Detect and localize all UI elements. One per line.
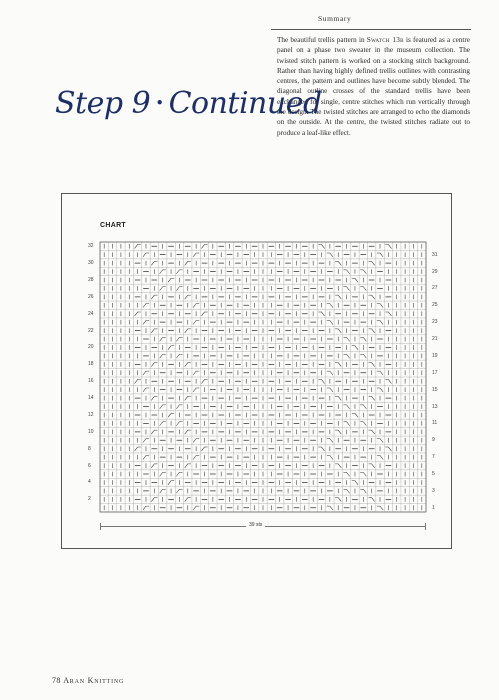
row-number-right: 17 [432, 369, 438, 376]
stitch-count-label: 39 sts [246, 522, 265, 528]
book-title: Aran Knitting [63, 676, 125, 685]
row-number-left: 4 [88, 479, 91, 486]
row-number-right: 29 [432, 268, 438, 275]
row-number-right: 11 [432, 420, 438, 427]
row-number-left: 28 [88, 276, 94, 283]
row-number-right: 21 [432, 336, 438, 343]
row-number-left: 22 [88, 327, 94, 334]
diamond-icon: • [155, 94, 164, 112]
row-number-right: 25 [432, 302, 438, 309]
row-number-right: 7 [432, 454, 435, 461]
row-number-right: 1 [432, 504, 435, 511]
row-number-right: 27 [432, 285, 438, 292]
row-number-left: 10 [88, 428, 94, 435]
row-number-left: 20 [88, 344, 94, 351]
row-number-left: 14 [88, 395, 94, 402]
row-number-right: 19 [432, 352, 438, 359]
row-number-left: 30 [88, 260, 94, 267]
summary-body: is featured as a centre panel on a phase two sweater in the museum collection. The twisted stitch pattern is worked on a stocking stitch background. Rather than having highly defined trellis outlines with contrasting centres, the pattern and outlines have become subtly blended. The diagonal outline crosses of the standard trellis have been exchanged for single, centre stitches which run vertically through the design. The twisted stitches are arranged to echo the diamonds on the outside. At the centre, the twisted stitches radiate out to produce a leaf-like effect. [277, 36, 470, 137]
row-number-right: 31 [432, 251, 438, 258]
page-number: 78 [52, 676, 61, 685]
row-number-right: 5 [432, 471, 435, 478]
row-number-left: 2 [88, 496, 91, 503]
title-step: Step 9 [55, 86, 151, 121]
width-tick-right [425, 523, 426, 530]
row-number-left: 8 [88, 445, 91, 452]
row-number-left: 12 [88, 411, 94, 418]
summary-lead: The beautiful trellis pattern in [277, 36, 367, 44]
row-number-left: 16 [88, 378, 94, 385]
swatch-reference: Swatch 13b [366, 36, 404, 44]
row-number-left: 26 [88, 293, 94, 300]
page-footer [52, 676, 124, 685]
summary-heading: Summary [318, 14, 352, 23]
row-number-left: 18 [88, 361, 94, 368]
row-number-left: 24 [88, 310, 94, 317]
chart-label: CHART [100, 222, 126, 229]
row-number-right: 9 [432, 437, 435, 444]
row-number-right: 13 [432, 403, 438, 410]
row-number-left: 6 [88, 462, 91, 469]
width-tick-left [100, 523, 101, 530]
row-number-right: 23 [432, 319, 438, 326]
row-number-left: 32 [88, 243, 94, 250]
row-number-right: 15 [432, 386, 438, 393]
row-number-right: 3 [432, 487, 435, 494]
title-continued: Continued [168, 86, 322, 121]
